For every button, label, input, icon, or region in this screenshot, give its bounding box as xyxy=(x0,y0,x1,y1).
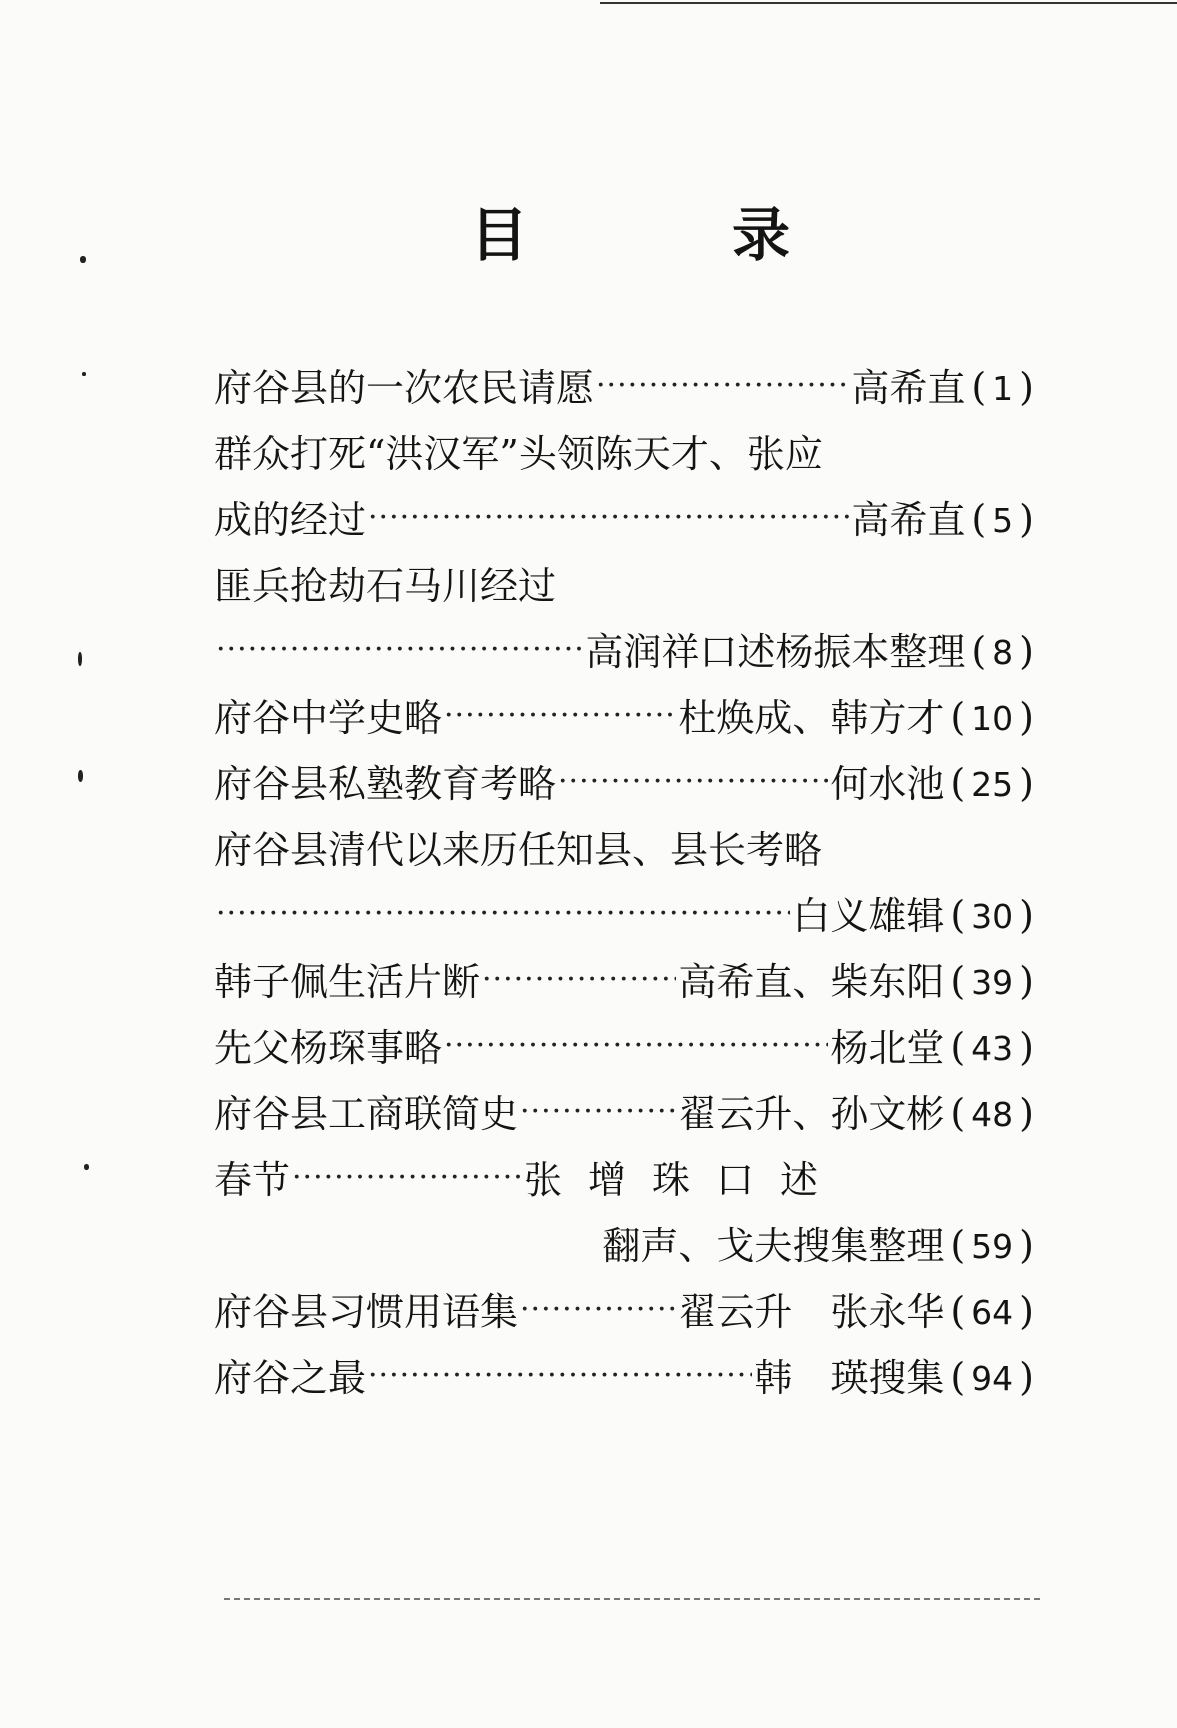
toc-entry xyxy=(214,619,1034,685)
toc-entry xyxy=(214,355,1034,421)
entry-page: ( 10 ) xyxy=(950,695,1034,739)
entry-author: 高希直 xyxy=(851,498,966,542)
entry-page: ( 25 ) xyxy=(950,761,1034,805)
entry-author: 张增珠口述 xyxy=(524,1158,845,1202)
entry-page: ( 48 ) xyxy=(950,1091,1034,1135)
entry-title: 匪兵抢劫石马川经过 xyxy=(214,564,557,608)
entry-page: ( 8 ) xyxy=(971,629,1034,673)
toc-entry xyxy=(214,1015,1034,1081)
toc-entry xyxy=(214,949,1034,1015)
title-char-2: 录 xyxy=(731,201,790,269)
scan-edge-top xyxy=(600,2,1177,4)
dot-leader xyxy=(368,495,849,545)
dot-leader xyxy=(444,1023,828,1073)
dot-leader xyxy=(444,693,676,743)
toc-entry xyxy=(214,751,1034,817)
toc-entry-title-line xyxy=(214,421,1034,487)
dot-leader xyxy=(596,363,849,413)
entry-author: 韩 瑛搜集 xyxy=(754,1356,945,1400)
entry-author: 高润祥口述杨振本整理 xyxy=(585,630,966,674)
entry-author: 白义雄辑 xyxy=(792,894,945,938)
entry-page: ( 94 ) xyxy=(950,1355,1034,1399)
dot-leader xyxy=(520,1089,676,1139)
entry-title: 府谷县的一次农民请愿 xyxy=(214,366,595,410)
scan-edge-bottom xyxy=(224,1598,1040,1600)
title-char-1: 目 xyxy=(470,201,529,269)
table-of-contents xyxy=(214,355,1034,1411)
entry-author: 翟云升、孙文彬 xyxy=(678,1092,945,1136)
entry-title: 韩子佩生活片断 xyxy=(214,960,481,1004)
toc-entry xyxy=(214,1279,1034,1345)
entry-author: 杨北堂 xyxy=(830,1026,945,1070)
entry-title: 先父杨琛事略 xyxy=(214,1026,443,1070)
entry-title: 府谷中学史略 xyxy=(214,696,443,740)
toc-entry xyxy=(214,487,1034,553)
dot-leader xyxy=(216,627,583,677)
entry-page: ( 5 ) xyxy=(971,497,1034,541)
toc-entry-title-line xyxy=(214,1147,1034,1213)
entry-author-cont: 翻声、戈夫搜集整理 xyxy=(602,1224,945,1268)
toc-entry xyxy=(214,1213,1034,1279)
dot-leader xyxy=(520,1287,676,1337)
entry-page: ( 64 ) xyxy=(950,1289,1034,1333)
dot-leader xyxy=(216,891,790,941)
entry-title: 群众打死“洪汉军”头领陈天才、张应 xyxy=(214,432,823,476)
entry-title: 春节 xyxy=(214,1158,291,1202)
entry-page: ( 30 ) xyxy=(950,893,1034,937)
entry-title: 府谷县清代以来历任知县、县长考略 xyxy=(214,828,823,872)
toc-entry-title-line xyxy=(214,817,1034,883)
entry-page: ( 39 ) xyxy=(950,959,1034,1003)
entry-page: ( 43 ) xyxy=(950,1025,1034,1069)
margin-speck xyxy=(80,256,86,263)
entry-title: 府谷之最 xyxy=(214,1356,367,1400)
entry-title: 府谷县工商联简史 xyxy=(214,1092,519,1136)
margin-speck xyxy=(84,1164,89,1170)
toc-entry xyxy=(214,1345,1034,1411)
dot-leader xyxy=(368,1353,752,1403)
entry-author: 高希直 xyxy=(851,366,966,410)
margin-speck xyxy=(78,770,83,782)
entry-title: 府谷县私塾教育考略 xyxy=(214,762,557,806)
dot-leader xyxy=(292,1155,522,1205)
toc-entry xyxy=(214,685,1034,751)
entry-author: 翟云升 张永华 xyxy=(678,1290,945,1334)
entry-author: 何水池 xyxy=(830,762,945,806)
dot-leader xyxy=(558,759,828,809)
entry-author: 杜焕成、韩方才 xyxy=(678,696,945,740)
margin-speck xyxy=(78,652,82,666)
entry-title-cont: 成的经过 xyxy=(214,498,367,542)
entry-page: ( 59 ) xyxy=(950,1223,1034,1267)
toc-entry-title-line xyxy=(214,553,1034,619)
entry-page: ( 1 ) xyxy=(971,365,1034,409)
margin-speck xyxy=(82,372,86,376)
entry-title: 府谷县习惯用语集 xyxy=(214,1290,519,1334)
dot-leader xyxy=(482,957,676,1007)
toc-entry xyxy=(214,1081,1034,1147)
page-title xyxy=(470,200,790,270)
toc-entry xyxy=(214,883,1034,949)
entry-author: 高希直、柴东阳 xyxy=(678,960,945,1004)
